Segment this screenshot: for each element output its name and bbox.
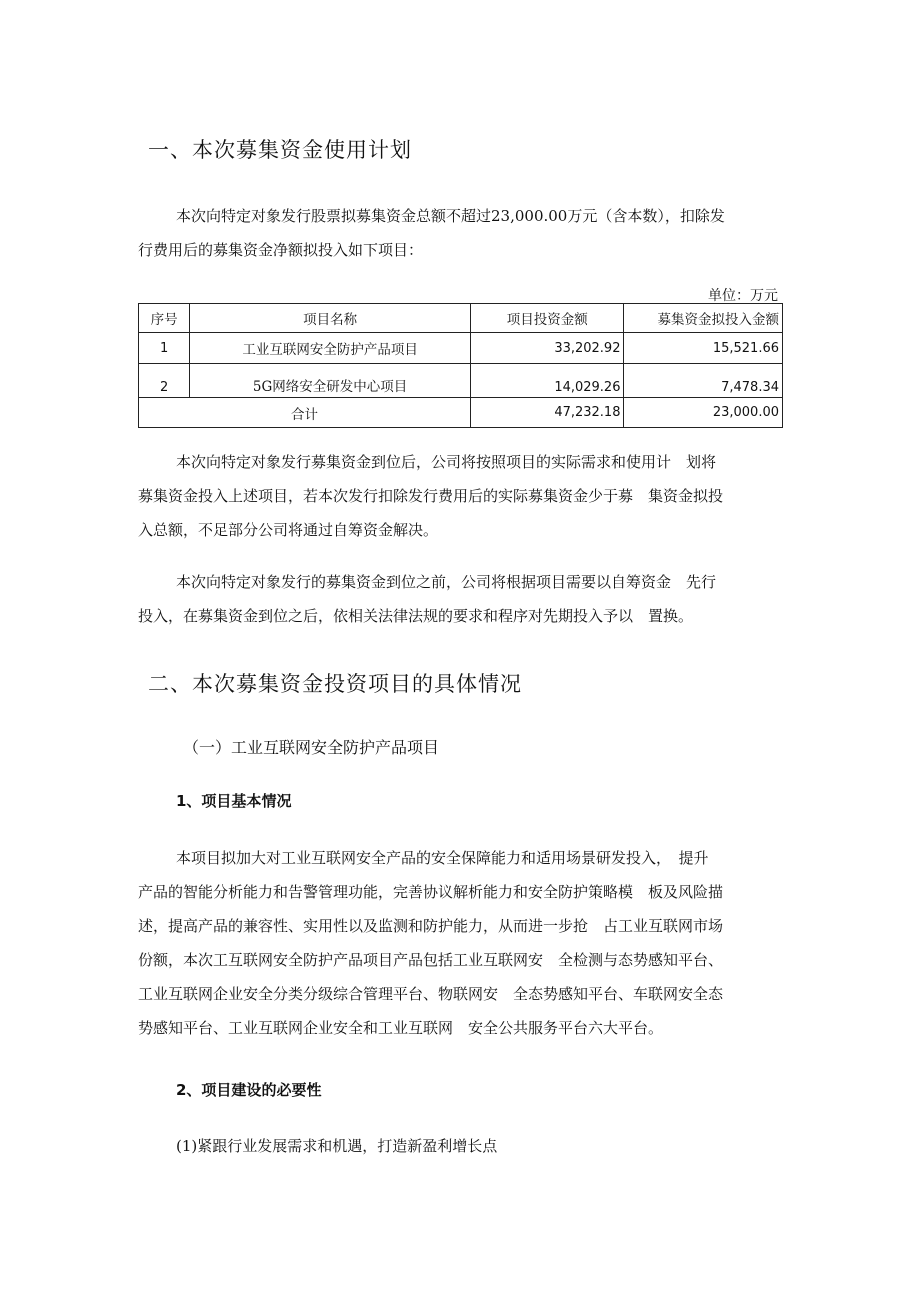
point2-title: 2、项目建设的必要性 xyxy=(176,1081,322,1099)
row-raise: 15,521.66 xyxy=(624,333,783,364)
point1-title: 1、项目基本情况 xyxy=(176,792,292,810)
total-label: 合计 xyxy=(139,398,471,428)
para2-line-3: 入总额，不足部分公司将通过自筹资金解决。 xyxy=(138,521,439,539)
subsection1-title: （一）工业互联网安全防护产品项目 xyxy=(183,738,440,757)
table-total-row xyxy=(139,398,783,428)
point1-line-6: 势感知平台、工业互联网企业安全和工业互联网 安全公共服务平台六大平台。 xyxy=(138,1019,664,1037)
row-investment: 33,202.92 xyxy=(471,333,624,364)
row-name: 5G网络安全研发中心项目 xyxy=(190,364,471,398)
row-investment: 14,029.26 xyxy=(471,364,624,398)
item1-title: (1)紧跟行业发展需求和机遇，打造新盈利增长点 xyxy=(176,1137,498,1155)
para3-line-2: 投入，在募集资金到位之后，依相关法律法规的要求和程序对先期投入予以 置换。 xyxy=(138,607,694,625)
table-header-row xyxy=(139,304,783,333)
header-raise: 募集资金拟投入金额 xyxy=(624,304,783,333)
fund-allocation-table xyxy=(138,303,783,428)
unit-label: 单位：万元 xyxy=(708,288,778,304)
section1-title: 一、本次募集资金使用计划 xyxy=(148,138,412,162)
total-raise: 23,000.00 xyxy=(624,398,783,428)
header-name: 项目名称 xyxy=(190,304,471,333)
header-no: 序号 xyxy=(139,304,190,333)
point1-line-1: 本项目拟加大对工业互联网安全产品的安全保障能力和适用场景研发投入， 提升 xyxy=(176,849,709,867)
section1-intro xyxy=(138,199,788,267)
point1-paragraph xyxy=(138,841,788,1045)
total-investment: 47,232.18 xyxy=(471,398,624,428)
para2-line-1: 本次向特定对象发行募集资金到位后，公司将按照项目的实际需求和使用计 划将 xyxy=(176,453,717,471)
intro-line-1: 本次向特定对象发行股票拟募集资金总额不超过23,000.00万元（含本数），扣除发 xyxy=(176,207,725,225)
table-row xyxy=(139,333,783,364)
para2-line-2: 募集资金投入上述项目，若本次发行扣除发行费用后的实际募集资金少于募 集资金拟投 xyxy=(138,487,724,505)
row-no: 2 xyxy=(139,364,190,398)
point1-line-2: 产品的智能分析能力和告警管理功能，完善协议解析能力和安全防护策略模 板及风险描 xyxy=(138,883,724,901)
point1-line-4: 份额，本次工互联网安全防护产品项目产品包括工业互联网安 全检测与态势感知平台、 xyxy=(138,951,724,969)
row-raise: 7,478.34 xyxy=(624,364,783,398)
point1-line-5: 工业互联网企业安全分类分级综合管理平台、物联网安 全态势感知平台、车联网安全态 xyxy=(138,985,724,1003)
section1-paragraph-3 xyxy=(138,565,788,633)
section2-title: 二、本次募集资金投资项目的具体情况 xyxy=(148,672,522,696)
section1-paragraph-2 xyxy=(138,445,788,547)
row-no: 1 xyxy=(139,333,190,364)
point1-line-3: 述，提高产品的兼容性、实用性以及监测和防护能力，从而进一步抢 占工业互联网市场 xyxy=(138,917,724,935)
intro-line-2: 行费用后的募集资金净额拟投入如下项目： xyxy=(138,241,424,259)
table-row xyxy=(139,364,783,398)
row-name: 工业互联网安全防护产品项目 xyxy=(190,333,471,364)
para3-line-1: 本次向特定对象发行的募集资金到位之前，公司将根据项目需要以自筹资金 先行 xyxy=(176,573,717,591)
header-investment: 项目投资金额 xyxy=(471,304,624,333)
